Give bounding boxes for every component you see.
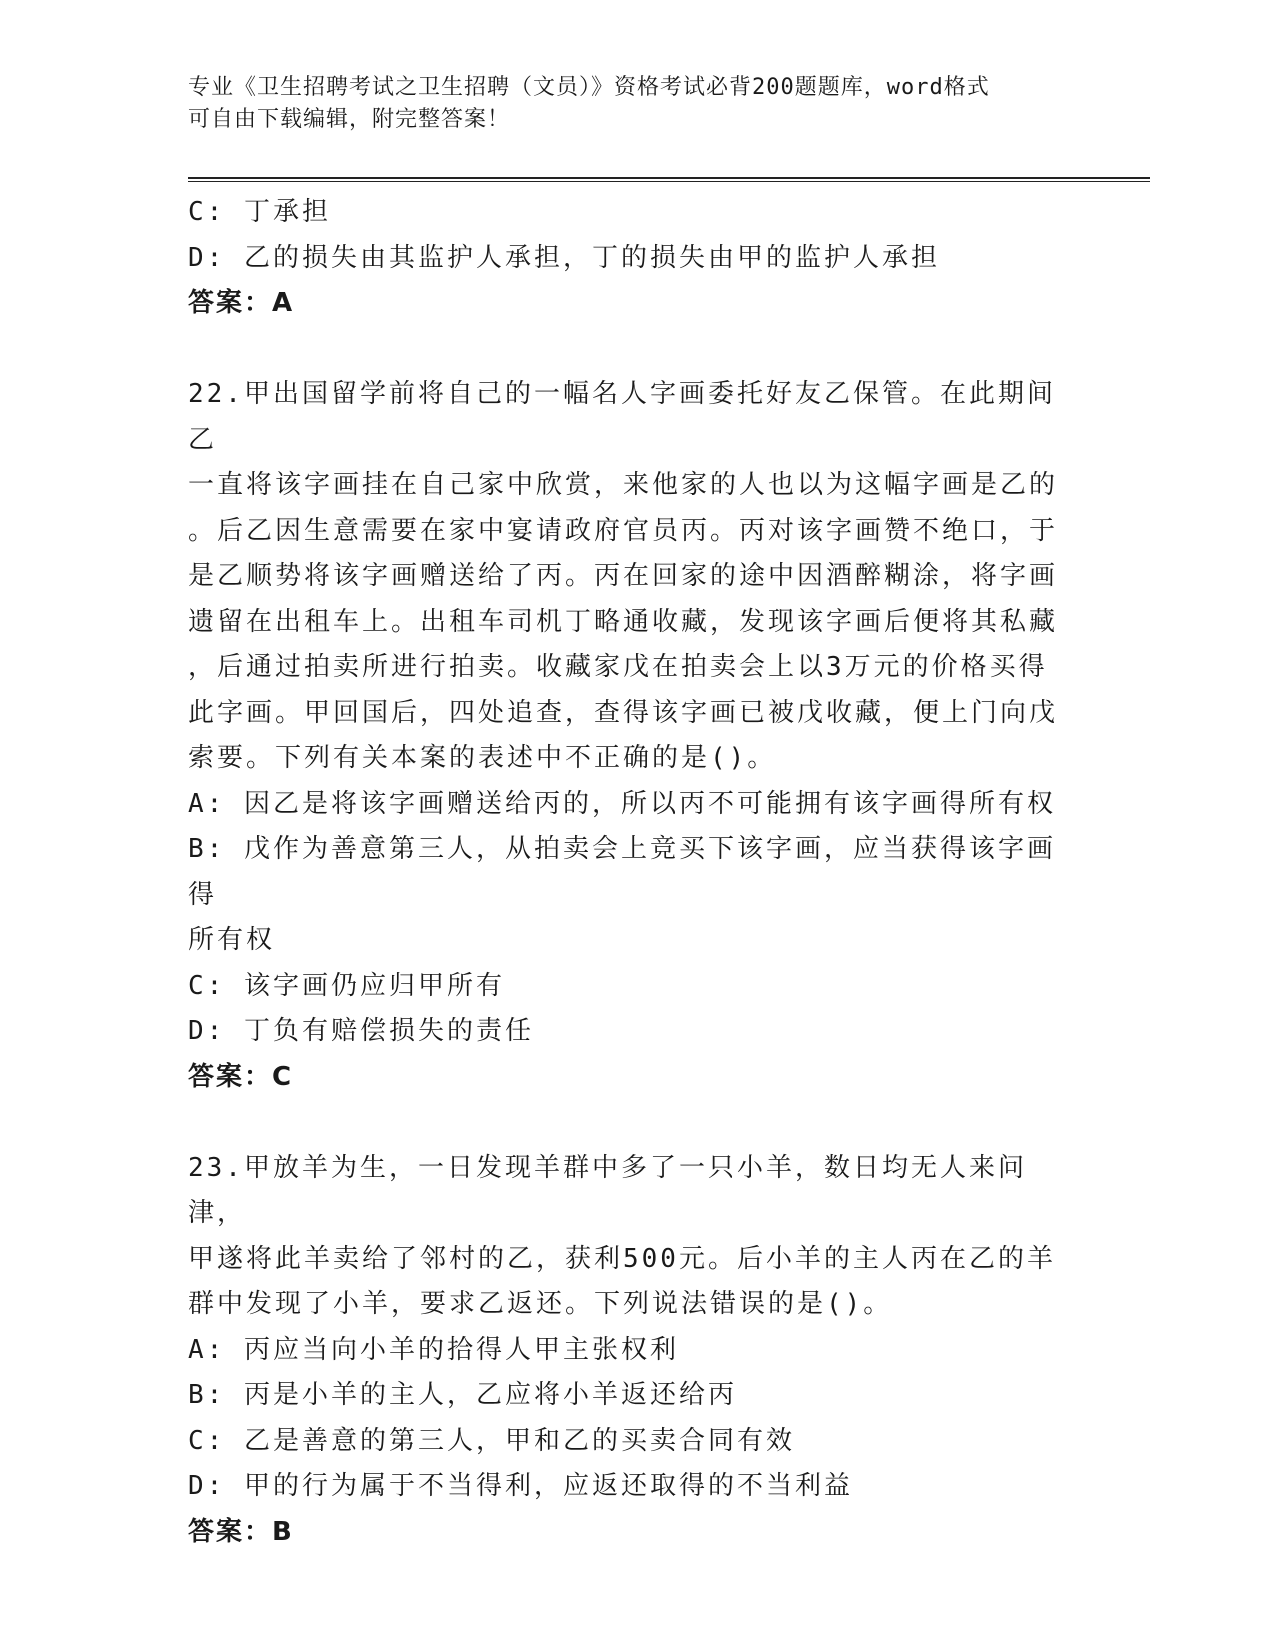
question-stem-line: 索要。下列有关本案的表述中不正确的是()。 bbox=[188, 743, 777, 773]
answer-line: 答案：C bbox=[188, 1061, 294, 1092]
option-a: A: 丙应当向小羊的拾得人甲主张权利 bbox=[188, 1334, 679, 1365]
question-23 bbox=[188, 1146, 1068, 1556]
option-c: C: 乙是善意的第三人，甲和乙的买卖合同有效 bbox=[188, 1425, 795, 1456]
option-b: B: 戊作为善意第三人，从拍卖会上竞买下该字画，应当获得该字画得 bbox=[188, 834, 1056, 910]
question-21-tail bbox=[188, 190, 1068, 327]
document-body bbox=[188, 190, 1068, 1555]
question-22 bbox=[188, 372, 1068, 1100]
option-a: A: 因乙是将该字画赠送给丙的，所以丙不可能拥有该字画得所有权 bbox=[188, 788, 1056, 819]
spacer bbox=[188, 327, 1068, 373]
document-header bbox=[188, 72, 1068, 136]
option-c: C: 丁承担 bbox=[188, 197, 331, 227]
header-line-1: 专业《卫生招聘考试之卫生招聘（文员）》资格考试必背200题题库，word格式 bbox=[188, 75, 990, 100]
question-stem-line: 23.甲放羊为生，一日发现羊群中多了一只小羊，数日均无人来问津， bbox=[188, 1152, 1027, 1228]
spacer bbox=[188, 1100, 1068, 1146]
option-b: B: 丙是小羊的主人，乙应将小羊返还给丙 bbox=[188, 1380, 737, 1410]
question-stem-line: 一直将该字画挂在自己家中欣赏，来他家的人也以为这幅字画是乙的 bbox=[188, 470, 1059, 500]
header-divider bbox=[188, 177, 1150, 182]
question-stem-line: 。后乙因生意需要在家中宴请政府官员丙。丙对该字画赞不绝口，于 bbox=[188, 515, 1059, 546]
option-d: D: 甲的行为属于不当得利，应返还取得的不当利益 bbox=[188, 1471, 853, 1501]
option-b-continued: 所有权 bbox=[188, 925, 276, 955]
question-stem-line: 是乙顺势将该字画赠送给了丙。丙在回家的途中因酒醉糊涂，将字画 bbox=[188, 561, 1059, 591]
option-d: D: 乙的损失由其监护人承担，丁的损失由甲的监护人承担 bbox=[188, 242, 940, 273]
question-stem-line: 甲遂将此羊卖给了邻村的乙，获利500元。后小羊的主人丙在乙的羊 bbox=[188, 1243, 1056, 1274]
option-c: C: 该字画仍应归甲所有 bbox=[188, 970, 505, 1001]
question-stem-line: 此字画。甲回国后，四处追查，查得该字画已被戊收藏，便上门向戊 bbox=[188, 697, 1059, 728]
option-d: D: 丁负有赔偿损失的责任 bbox=[188, 1016, 534, 1046]
question-stem-line: ，后通过拍卖所进行拍卖。收藏家戊在拍卖会上以3万元的价格买得 bbox=[188, 652, 1048, 682]
question-stem-line: 群中发现了小羊，要求乙返还。下列说法错误的是()。 bbox=[188, 1289, 893, 1319]
question-stem-line: 22.甲出国留学前将自己的一幅名人字画委托好友乙保管。在此期间乙 bbox=[188, 379, 1056, 455]
header-line-2: 可自由下载编辑，附完整答案！ bbox=[188, 107, 511, 132]
answer-line: 答案：B bbox=[188, 1516, 294, 1547]
question-stem-line: 遗留在出租车上。出租车司机丁略通收藏，发现该字画后便将其私藏 bbox=[188, 606, 1059, 637]
answer-line: 答案：A bbox=[188, 288, 295, 318]
